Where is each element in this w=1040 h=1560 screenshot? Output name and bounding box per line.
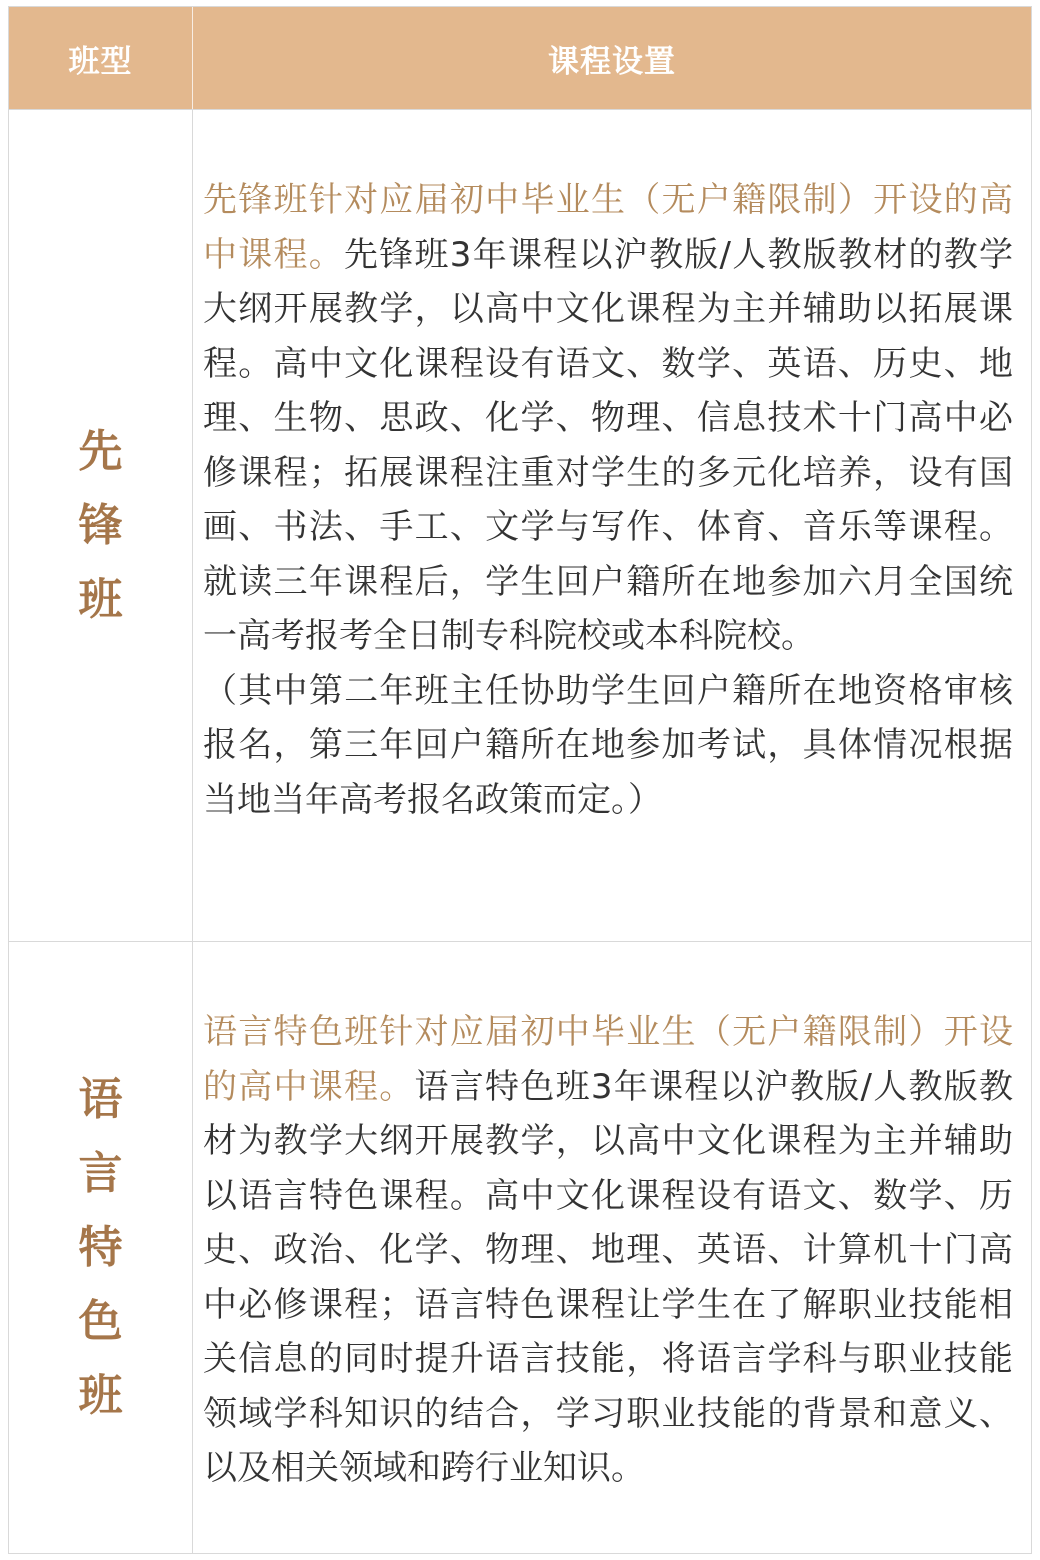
class-type-cell xyxy=(9,110,193,941)
table-header xyxy=(9,7,1031,109)
course-description-cell xyxy=(193,942,1031,1553)
class-type-name: 先锋班 xyxy=(78,425,123,625)
course-table xyxy=(8,6,1032,1554)
table-row-pioneer-class xyxy=(9,109,1031,941)
class-type-name: 语言特色班 xyxy=(78,1073,123,1421)
course-body: 语言特色班3年课程以沪教版/人教版教材为教学大纲开展教学，以高中文化课程为主并辅助以语言特色课程。高中文化课程设有语文、数学、历史、政治、化学、物理、地理、英语、计算机十门高中必修课程；语言特色课程让学生在了解职业技能相关信息的同时提升语言技能，将语言学科与职业技能领域学科知识的结合，学习职业技能的背景和意义、以及相关领域和跨行业知识。 xyxy=(203,1066,1013,1488)
class-type-header: 班型 xyxy=(9,7,193,109)
class-type-cell xyxy=(9,942,193,1553)
course-intro: 先锋班针对应届初中毕业生（无户籍限制）开设的高中课程。 xyxy=(203,180,1013,275)
course-intro: 语言特色班针对应届初中毕业生（无户籍限制）开设的高中课程。 xyxy=(203,1012,1013,1107)
course-note: （其中第二年班主任协助学生回户籍所在地资格审核报名，第三年回户籍所在地参加考试，具体情况根据当地当年高考报名政策而定。） xyxy=(203,670,1013,820)
course-description-cell xyxy=(193,110,1031,941)
course-setting-header: 课程设置 xyxy=(548,43,676,80)
course-body: 先锋班3年课程以沪教版/人教版教材的教学大纲开展教学，以高中文化课程为主并辅助以拓展课程。高中文化课程设有语文、数学、英语、历史、地理、生物、思政、化学、物理、信息技术十门高中必修课程；拓展课程注重对学生的多元化培养，设有国画、书法、手工、文学与写作、体育、音乐等课程。就读三年课程后，学生回户籍所在地参加六月全国统一高考报考全日制专科院校或本科院校。 xyxy=(203,234,1013,656)
table-row-language-feature-class xyxy=(9,941,1031,1553)
